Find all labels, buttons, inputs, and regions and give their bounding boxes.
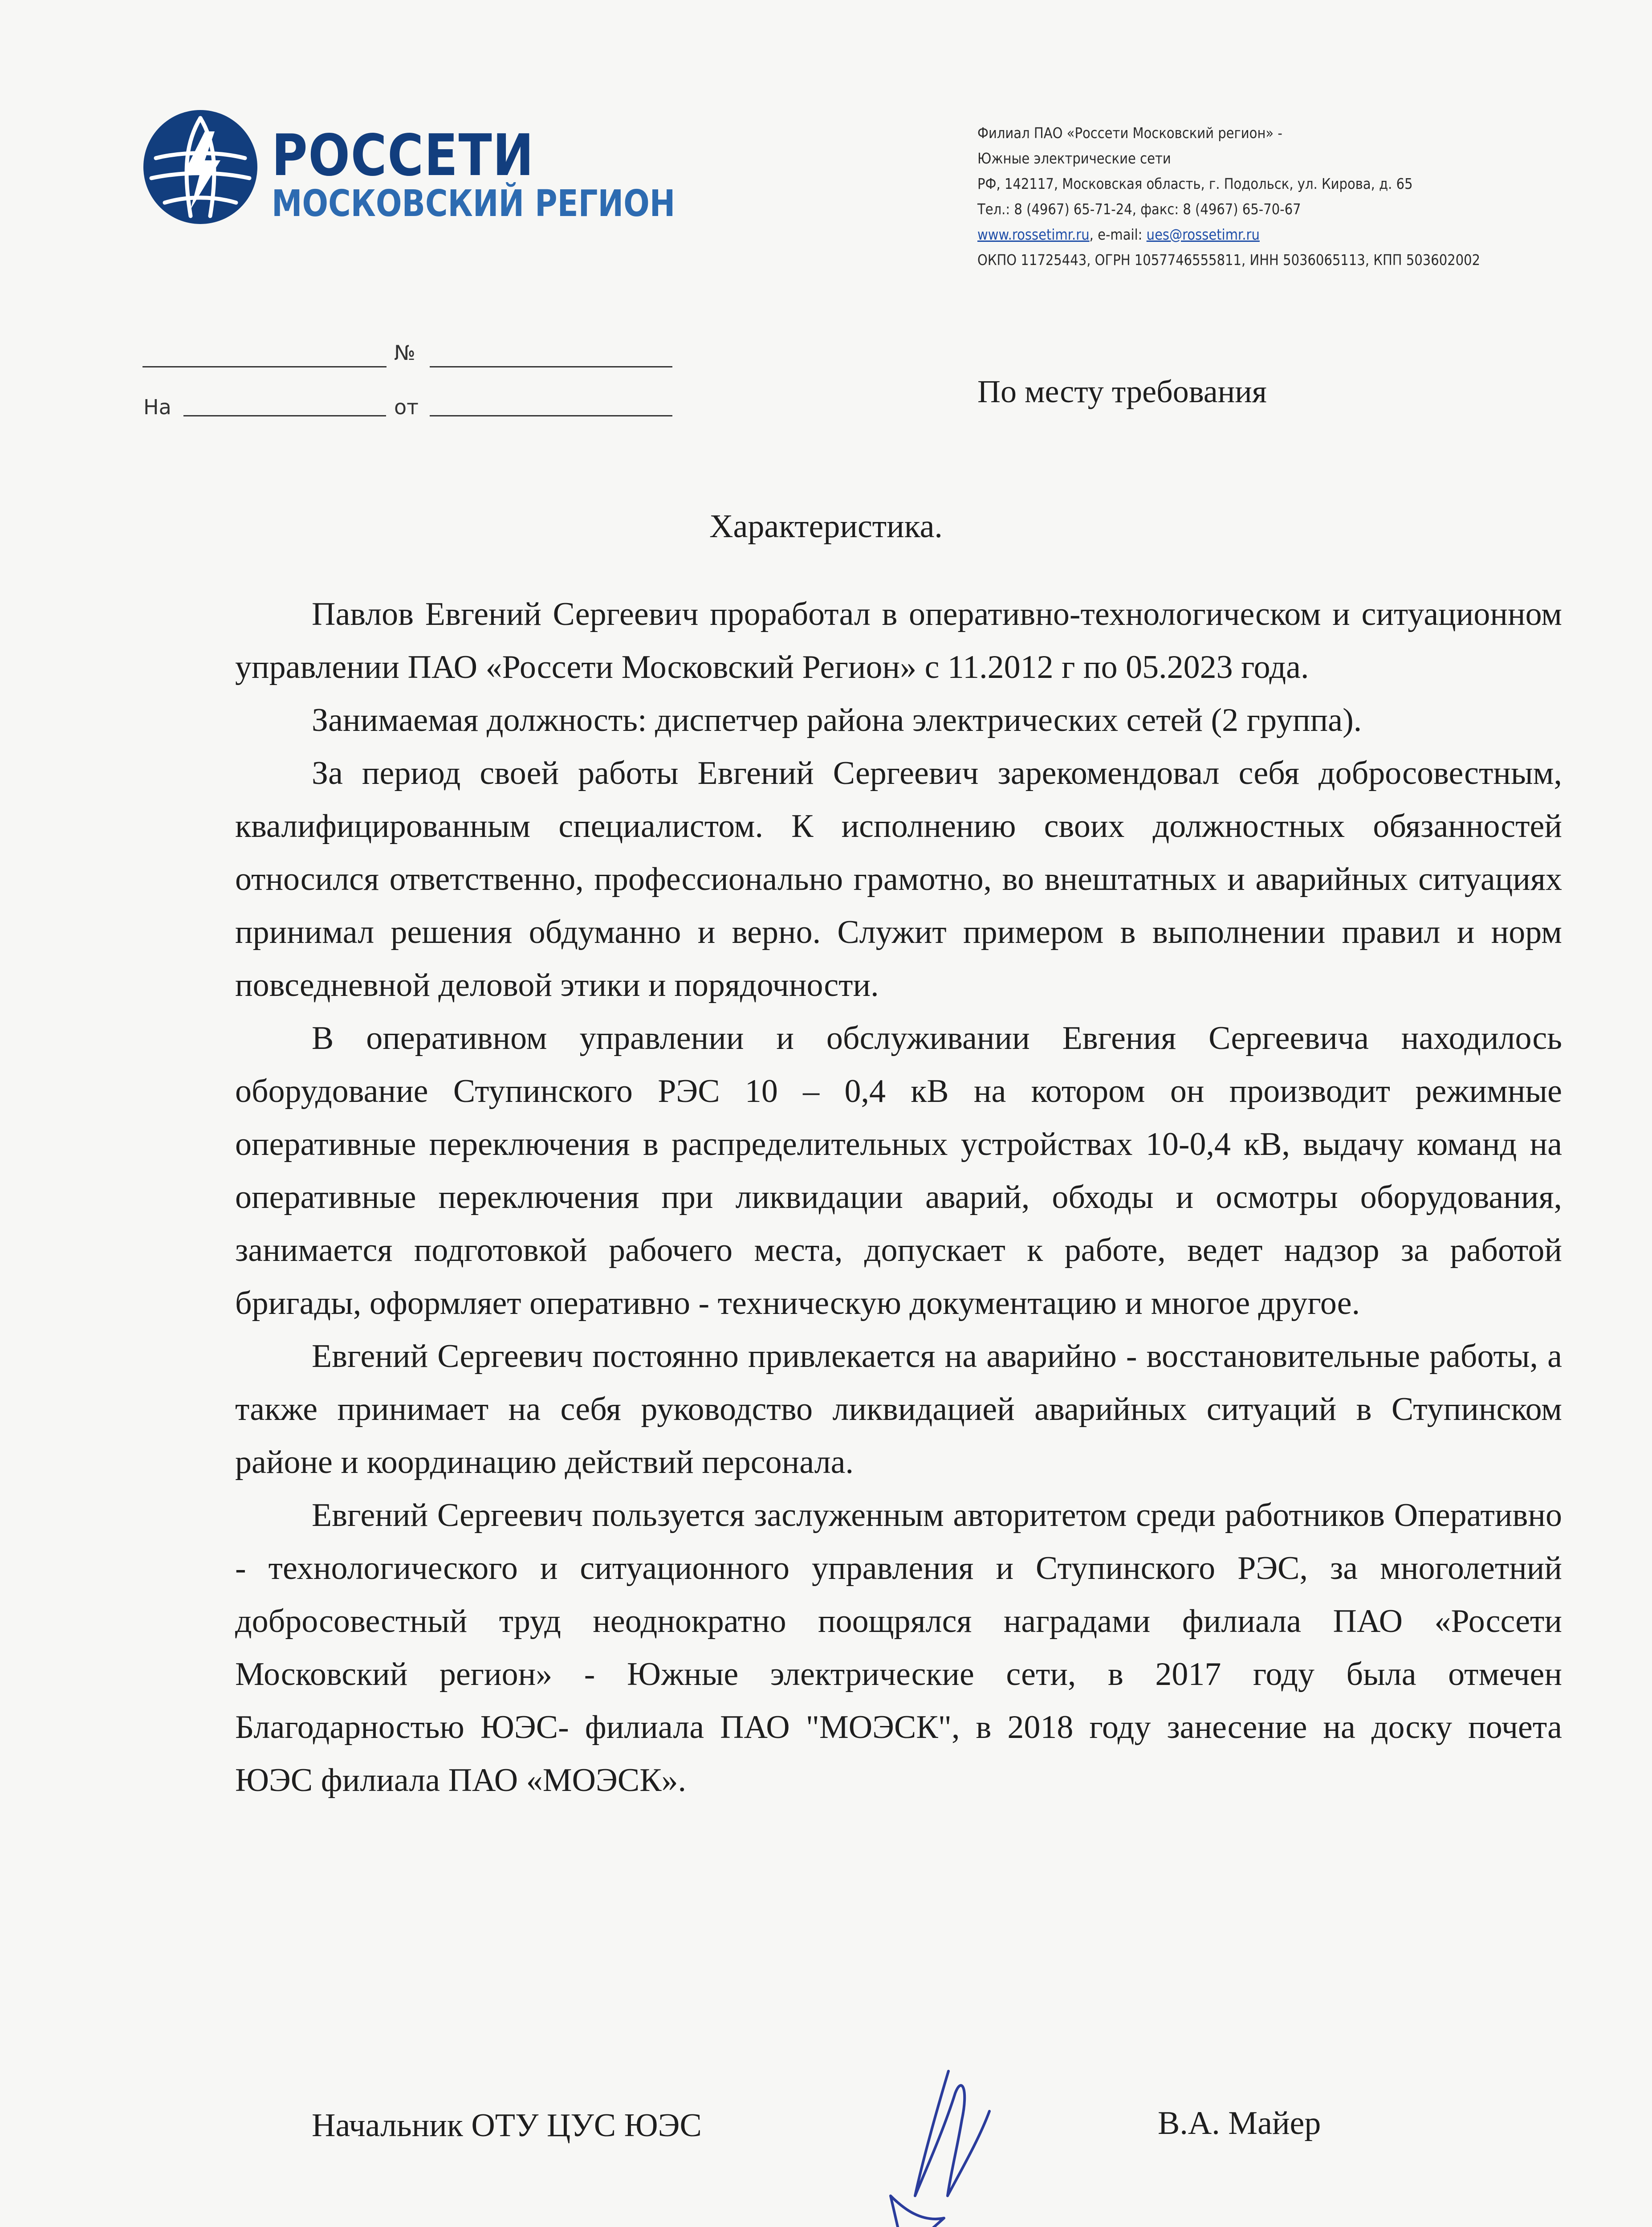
signatory-position: Начальник ОТУ ЦУС ЮЭС (312, 2107, 702, 2144)
email-label: , e-mail: (1089, 226, 1147, 243)
addressee: По месту требования (977, 374, 1267, 409)
paragraph: За период своей работы Евгений Сергеевич зарекомендовал себя добросовестным, квалифицированным специалистом. К исполнению своих должностных обязанностей относился ответственно, профессионально грамотно, во внештатных и аварийных ситуациях принимал решения обдуманно и верно. Служит примером в выполнении правил и норм повседневной деловой этики и порядочности. (235, 755, 1562, 1003)
requisites-line: ОКПО 11725443, ОГРН 1057746555811, ИНН 5036065113, КПП 503602002 (977, 251, 1481, 269)
ref-date-label: от (394, 395, 419, 419)
requisites-contacts (977, 222, 1538, 247)
logo-region: МОСКОВСКИЙ РЕГИОН (272, 183, 675, 225)
requisites-line: Филиал ПАО «Россети Московский регион» - (977, 124, 1282, 142)
letter-body (235, 588, 1562, 1807)
document-title: Характеристика. (709, 508, 943, 545)
signatory-name: В.А. Майер (1158, 2105, 1321, 2141)
rosseti-lightning-globe-icon (138, 105, 263, 229)
ref-number-line (142, 366, 387, 367)
requisites-line: Южные электрические сети (977, 150, 1171, 167)
handwritten-signature (873, 2062, 1033, 2227)
email-link[interactable]: ues@rossetimr.ru (1146, 226, 1260, 243)
paragraph: Евгений Сергеевич постоянно привлекается на аварийно - восстановительные работы, а также принимает на себя руководство ликвидацией аварийных ситуаций в Ступинском районе и координацию действий персонала. (235, 1338, 1562, 1481)
ref-number-label: № (394, 341, 415, 365)
company-requisites (977, 120, 1614, 273)
paragraph: Павлов Евгений Сергеевич проработал в оперативно-технологическом и ситуационном управлении ПАО «Россети Московский Регион» с 11.2012 г по 05.2023 года. (235, 596, 1562, 685)
ref-number-line (430, 366, 672, 367)
paragraph: В оперативном управлении и обслуживании Евгения Сергеевича находилось оборудование Ступинского РЭС 10 – 0,4 кВ на котором он производит режимные оперативные переключения в распределительных устройствах 10-0,4 кВ, выдачу команд на оперативные переключения при ликвидации аварий, обходы и осмотры оборудования, занимается подготовкой рабочего места, допускает к работе, ведет надзор за работой бригады, оформляет оперативно - техническую документацию и многое другое. (235, 1020, 1562, 1322)
ref-date-line (430, 415, 672, 416)
ref-to-line (183, 415, 386, 416)
website-link[interactable]: www.rossetimr.ru (977, 226, 1090, 243)
logo-name: РОССЕТИ (272, 122, 535, 189)
requisites-line: РФ, 142117, Московская область, г. Подольск, ул. Кирова, д. 65 (977, 175, 1413, 192)
paragraph: Евгений Сергеевич пользуется заслуженным авторитетом среди работников Оперативно - технологического и ситуационного управления и Ступинского РЭС, за многолетний добросовестный труд неоднократно поощрялся наградами филиала ПАО «Россети Московский регион» - Южные электрические сети, в 2017 году была отмечен Благодарностью ЮЭС- филиала ПАО "МОЭСК", в 2018 году занесение на доску почета ЮЭС филиала ПАО «МОЭСК». (235, 1497, 1562, 1799)
company-logo (138, 105, 675, 238)
paragraph: Занимаемая должность: диспетчер района электрических сетей (2 группа). (312, 702, 1362, 738)
ref-to-label: На (143, 395, 171, 419)
requisites-line: Тел.: 8 (4967) 65-71-24, факс: 8 (4967) 65-70-67 (977, 200, 1301, 218)
